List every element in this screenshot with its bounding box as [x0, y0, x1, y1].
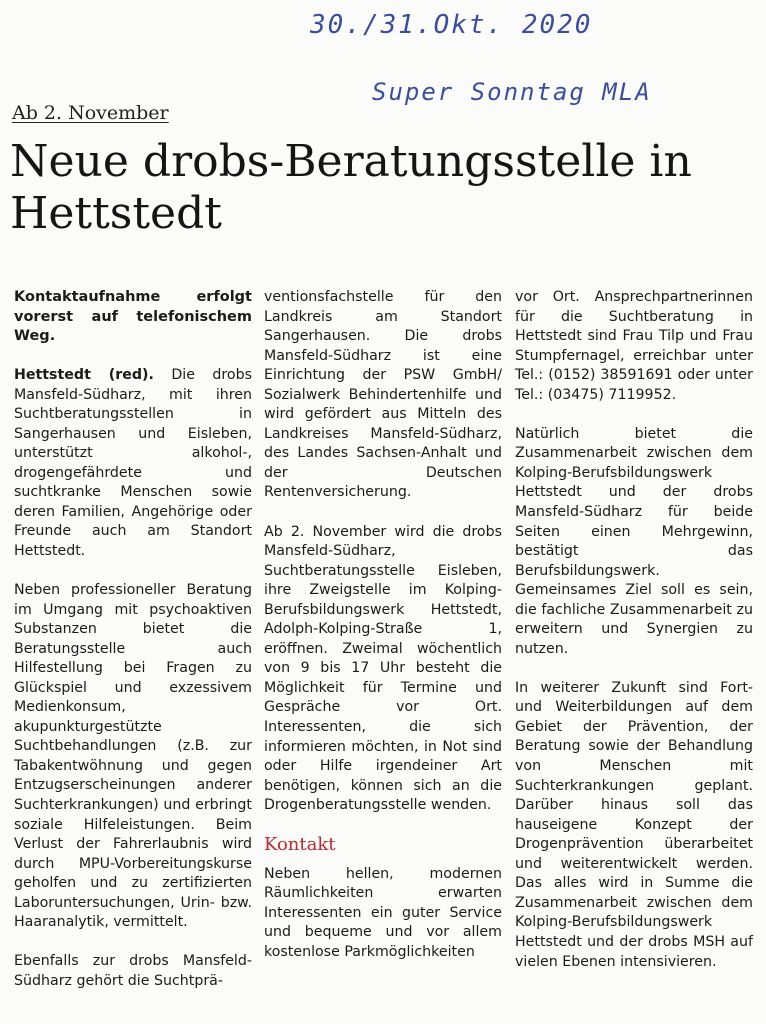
body-paragraph: Ebenfalls zur drobs Mansfeld-Südharz gehört die Suchtprä- [14, 953, 252, 989]
body-paragraph: vor Ort. Ansprechpartnerinnen für die Suchtberatung in Hettstedt sind Frau Tilp und Frau Stumpfernagel, erreichbar unter Tel.: (0152) 38591691 oder unter Tel.: (03475) 7119952. [515, 289, 753, 403]
kicker: Ab 2. November [12, 102, 169, 124]
body-paragraph: In weiterer Zukunft sind Fort- und Weiterbildungen auf dem Gebiet der Prävention, der Beratung sowie der Behandlung von Menschen mit Suchterkrankungen geplant. Darüber hinaus soll das hauseigene Konzept der Drogenprävention überarbeitet und weiterentwickelt werden. Das alles wird in Summe die Zusammenarbeit zwischen dem Kolping-Berufsbildungswerk Hettstedt und der drobs MSH auf vielen Ebenen intensivieren. [515, 679, 753, 970]
handwritten-date: 30./31.Okt. 2020 [310, 10, 593, 40]
article-column-2 [264, 288, 502, 982]
article-column-3 [515, 288, 753, 992]
handwritten-source-note: Super Sonntag MLA [372, 78, 652, 106]
dateline: Hettstedt (red). [14, 367, 154, 383]
body-paragraph: ventionsfachstelle für den Landkreis am Standort Sangerhausen. Die drobs Mansfeld-Südharz ist eine Einrichtung der PSW GmbH/ Sozialwerk Behindertenhilfe und wird gefördert aus Mitteln des Landkreises Mansfeld-Südharz, des Landes Sachsen-Anhalt und der Deutschen Rentenversicherung. [264, 289, 502, 501]
subheading-kontakt: Kontakt [264, 834, 336, 856]
headline: Neue drobs-Beratungsstelle in Hettstedt [10, 136, 692, 239]
body-paragraph: Natürlich bietet die Zusammenarbeit zwischen dem Kolping-Berufsbildungswerk Hettstedt und der drobs Mansfeld-Südharz für beide Seiten einen Mehrgewinn, bestätigt das Berufsbildungswerk. Gemeinsames Ziel soll es sein, die fachliche Zusammenarbeit zu erweitern und Synergien zu nutzen. [515, 425, 753, 657]
lead-paragraph: Kontaktaufnahme erfolgt vorerst auf telefonischem Weg. [14, 289, 252, 344]
body-text: Die drobs Mansfeld-Südharz, mit ihren Suchtberatungsstellen in Sangerhausen und Eisleben, unterstützt alkohol-, drogengefährdete und suchtkranke Menschen sowie deren Familien, Angehörige oder Freunde auch am Standort Hettstedt. [14, 367, 253, 559]
article-column-1 [14, 288, 252, 1011]
body-paragraph: Neben hellen, modernen Räumlichkeiten erwarten Interessenten ein guter Service und bequeme und vor allem kostenlose Parkmöglichkeiten [264, 865, 502, 960]
body-paragraph: Neben professioneller Beratung im Umgang mit psychoaktiven Substanzen bietet die Beratungsstelle auch Hilfestellung bei Fragen zu Glückspiel und exzessivem Medienkonsum, akupunkturgestützte Suchtbehandlungen (z.B. zur Tabakentwöhnung und gegen Entzugserscheinungen anderer Suchterkrankungen) und erbringt soziale Hilfeleistungen. Beim Verlust der Fahrerlaubnis wird durch MPU-Vorbereitungskurse geholfen und zu zertifizierten Laboruntersuchungen, Urin- bzw. Haaranalytik, vermittelt. [14, 581, 252, 931]
body-paragraph: Ab 2. November wird die drobs Mansfeld-Südharz, Suchtberatungsstelle Eisleben, ihre Zweigstelle im Kolping-Berufsbildungswerk Hettstedt, Adolph-Kolping-Straße 1, eröffnen. Zweimal wöchentlich von 9 bis 17 Uhr besteht die Möglichkeit für Termine und Gespräche vor Ort. Interessenten, die sich informieren möchten, in Not sind oder Hilfe irgendeiner Art benötigen, können sich an die Drogenberatungsstelle wenden. [264, 523, 502, 814]
body-paragraph [14, 366, 252, 561]
